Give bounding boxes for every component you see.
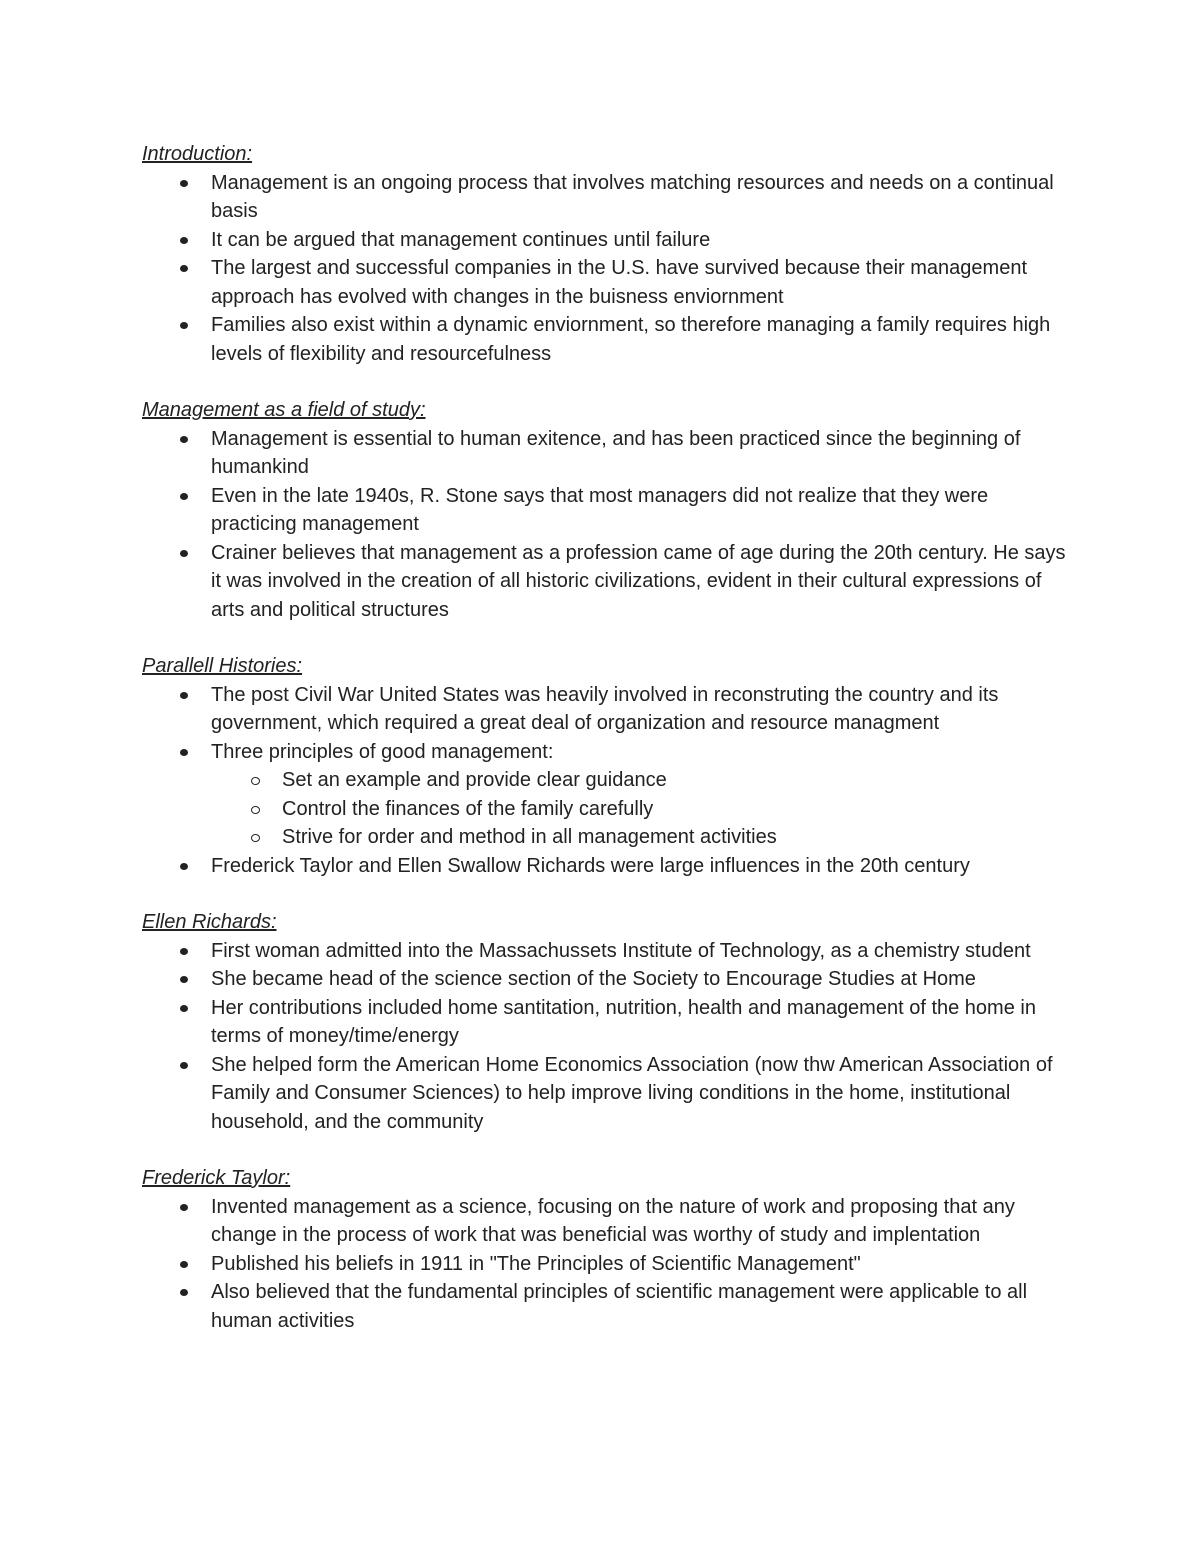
list-item: Her contributions included home santitation, nutrition, health and management of the home in terms of money/time/energy xyxy=(142,994,1072,1051)
list-item: Families also exist within a dynamic enviornment, so therefore managing a family requires high levels of flexibility and resourcefulness xyxy=(142,311,1072,368)
section-heading: Ellen Richards: xyxy=(142,911,277,933)
list-item: She helped form the American Home Economics Association (now thw American Association of Family and Consumer Sciences) to help improve living conditions in the home, institutional household, and the community xyxy=(142,1051,1072,1137)
document-page xyxy=(142,140,1072,1363)
list-item: Also believed that the fundamental principles of scientific management were applicable to all human activities xyxy=(142,1278,1072,1335)
section-parallell-histories xyxy=(142,652,1072,880)
section-introduction xyxy=(142,140,1072,368)
bullet-list xyxy=(142,425,1072,625)
sub-list-item: Control the finances of the family carefully xyxy=(142,795,1072,824)
bullet-list xyxy=(142,681,1072,881)
list-item: Frederick Taylor and Ellen Swallow Richards were large influences in the 20th century xyxy=(142,852,1072,881)
list-item: Published his beliefs in 1911 in "The Principles of Scientific Management" xyxy=(142,1250,1072,1279)
list-item: Three principles of good management: xyxy=(142,738,1072,767)
list-item: Crainer believes that management as a profession came of age during the 20th century. He says it was involved in the creation of all historic civilizations, evident in their cultural expressions of arts and political structures xyxy=(142,539,1072,625)
bullet-list xyxy=(142,1193,1072,1336)
list-item: Management is essential to human exitence, and has been practiced since the beginning of humankind xyxy=(142,425,1072,482)
list-item: The post Civil War United States was heavily involved in reconstruting the country and its government, which required a great deal of organization and resource managment xyxy=(142,681,1072,738)
section-ellen-richards xyxy=(142,908,1072,1136)
list-item: It can be argued that management continues until failure xyxy=(142,226,1072,255)
section-management-field-of-study xyxy=(142,396,1072,624)
sub-list-item: Strive for order and method in all management activities xyxy=(142,823,1072,852)
list-item: Even in the late 1940s, R. Stone says that most managers did not realize that they were practicing management xyxy=(142,482,1072,539)
bullet-list xyxy=(142,937,1072,1137)
bullet-list xyxy=(142,169,1072,369)
section-heading: Management as a field of study: xyxy=(142,399,426,421)
section-heading: Parallell Histories: xyxy=(142,655,303,677)
section-heading: Introduction: xyxy=(142,143,253,165)
section-frederick-taylor xyxy=(142,1164,1072,1335)
list-item: She became head of the science section of the Society to Encourage Studies at Home xyxy=(142,965,1072,994)
list-item: The largest and successful companies in the U.S. have survived because their management approach has evolved with changes in the buisness enviornment xyxy=(142,254,1072,311)
section-heading: Frederick Taylor: xyxy=(142,1167,291,1189)
list-item: Invented management as a science, focusing on the nature of work and proposing that any change in the process of work that was beneficial was worthy of study and implentation xyxy=(142,1193,1072,1250)
list-item: Management is an ongoing process that involves matching resources and needs on a continual basis xyxy=(142,169,1072,226)
sub-list-item: Set an example and provide clear guidance xyxy=(142,766,1072,795)
list-item: First woman admitted into the Massachussets Institute of Technology, as a chemistry student xyxy=(142,937,1072,966)
